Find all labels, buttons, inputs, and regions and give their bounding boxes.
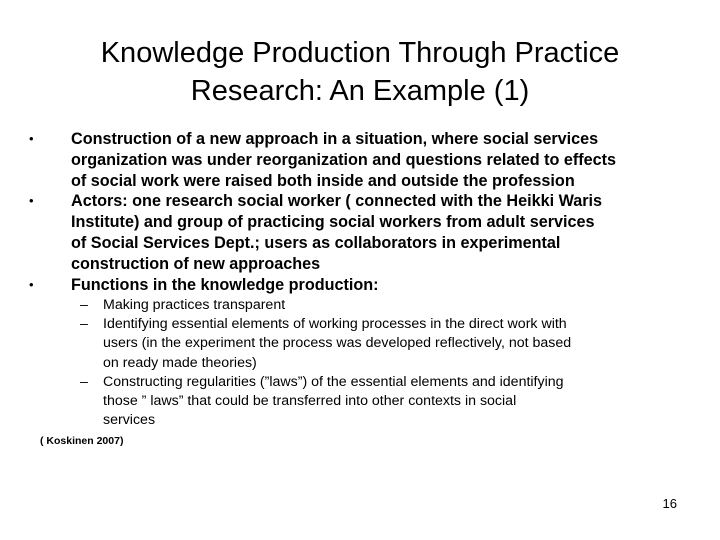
bullet-line: Construction of a new approach in a situation, where social services: [71, 130, 599, 148]
bullet-line: Actors: one research social worker ( connected with the Heikki Waris: [71, 192, 603, 211]
bullet-line: of social work were raised both inside and outside the profession: [71, 171, 575, 190]
bullet-item: [29, 191, 689, 274]
bullet-marker: •: [29, 276, 34, 292]
bullet-text: [71, 275, 689, 296]
sub-bullet-item: [80, 373, 690, 431]
bullet-marker: •: [29, 131, 34, 146]
sub-bullet-marker: –: [80, 297, 88, 313]
sub-bullet-item: [80, 315, 690, 373]
bullet-line: of Social Services Dept.; users as collaborators in experimental: [71, 233, 561, 252]
sub-bullet-line: Identifying essential elements of working processes in the direct work with: [103, 316, 567, 333]
bullet-list: [29, 129, 689, 295]
sub-bullet-list: [80, 296, 690, 430]
sub-bullet-text: [103, 373, 690, 431]
title-line: Knowledge Production Through Practice: [100, 37, 620, 69]
sub-bullet-line: users (in the experiment the process was developed reflectively, not based: [103, 335, 572, 352]
sub-bullet-line: services: [103, 412, 156, 429]
sub-bullet-line: those ” laws” that could be transferred into other contexts in social: [103, 393, 517, 410]
bullet-item: [29, 129, 689, 191]
bullet-line: Functions in the knowledge production:: [71, 275, 379, 294]
sub-bullet-marker: –: [80, 316, 88, 333]
sub-bullet-line: Constructing regularities (”laws”) of the essential elements and identifying: [103, 373, 564, 390]
page-number: 16: [662, 496, 677, 511]
bullet-line: Institute) and group of practicing social workers from adult services: [71, 213, 595, 232]
sub-bullet-text: [103, 296, 690, 315]
sub-bullet-line: on ready made theories): [103, 354, 257, 371]
bullet-item: [29, 275, 689, 296]
bullet-text: [71, 129, 689, 191]
citation: ( Koskinen 2007): [40, 435, 124, 447]
sub-bullet-line: Making practices transparent: [103, 297, 286, 313]
sub-bullet-item: [80, 296, 690, 315]
bullet-line: construction of new approaches: [71, 254, 321, 273]
sub-bullet-marker: –: [80, 373, 88, 390]
slide-title: [30, 34, 690, 110]
bullet-line: organization was under reorganization and questions related to effects: [71, 150, 617, 169]
sub-bullet-text: [103, 315, 690, 373]
bullet-text: [71, 191, 689, 274]
bullet-marker: •: [29, 193, 34, 209]
title-line: Research: An Example (1): [190, 75, 530, 107]
